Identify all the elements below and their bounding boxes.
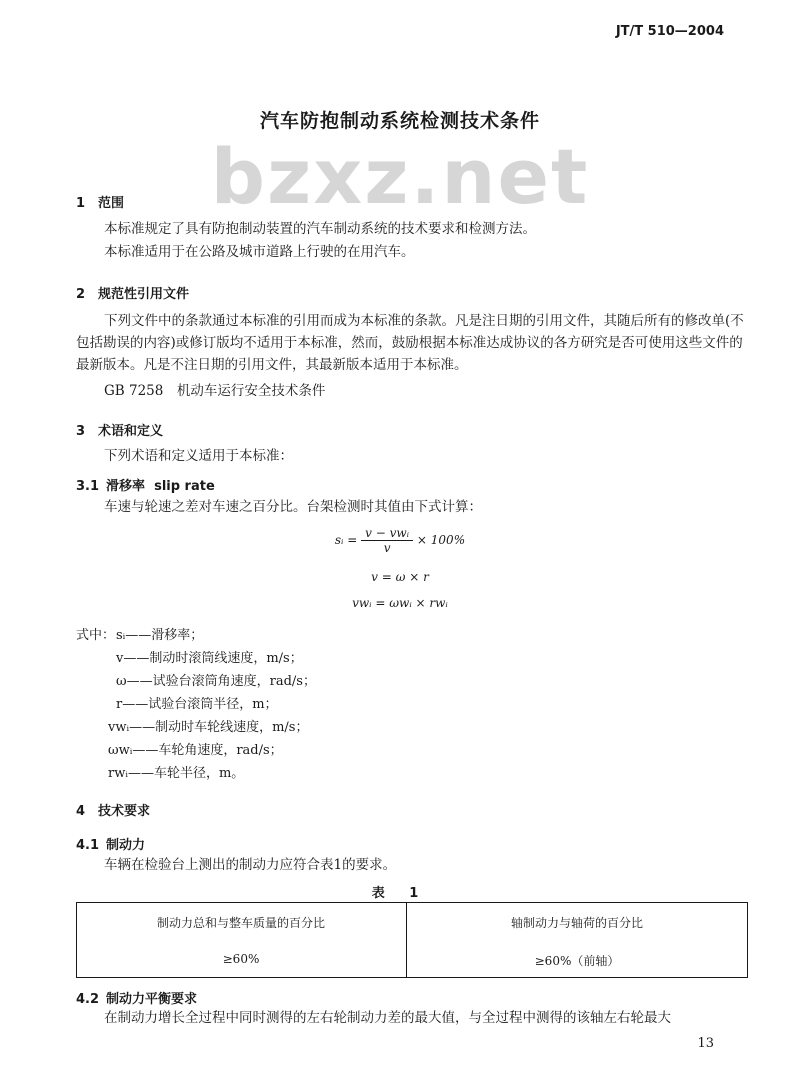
formula-fraction: [361, 526, 413, 555]
term-en: slip rate: [154, 479, 215, 494]
subsection-3-1-definition: 车速与轮速之差对车速之百分比。台架检测时其值由下式计算：: [104, 499, 482, 515]
where-item: v——制动时滚筒线速度，m/s；: [116, 651, 303, 666]
section-2-reference: GB 7258 机动车运行安全技术条件: [104, 383, 326, 399]
where-item: vwᵢ——制动时车轮线速度，m/s；: [108, 720, 309, 735]
formula-rhs: × 100%: [416, 533, 466, 547]
formula-denominator: v: [383, 541, 391, 555]
section-3-heading: [76, 420, 163, 439]
section-4-heading: [76, 800, 150, 819]
formula-numerator: v − vwᵢ: [361, 526, 413, 541]
section-number: 3: [76, 424, 86, 439]
standard-code: JT/T 510—2004: [615, 24, 724, 39]
section-title: 规范性引用文件: [98, 287, 190, 302]
formula-roller-speed: v = ω × r: [371, 570, 429, 584]
formula-wheel-speed: vwᵢ = ωwᵢ × rwᵢ: [352, 596, 448, 610]
where-item: ω——试验台滚筒角速度，rad/s；: [116, 674, 316, 689]
subsection-4-2-text: 在制动力增长全过程中同时测得的左右轮制动力差的最大值，与全过程中测得的该轴左右轮最大: [104, 1010, 671, 1026]
subsection-number: 4.1: [76, 838, 100, 853]
table-value-cell: ≥60%（前轴）: [534, 954, 620, 968]
section-1-paragraph-1: 本标准规定了具有防抱制动装置的汽车制动系统的技术要求和检测方法。: [104, 221, 536, 237]
formula-slip-rate: [0, 526, 800, 555]
subsection-3-1-heading: [76, 475, 215, 494]
section-number: 1: [76, 196, 86, 211]
section-1-paragraph-2: 本标准适用于在公路及城市道路上行驶的在用汽车。: [104, 244, 415, 260]
table-top-rule: [76, 902, 748, 903]
table-1: [76, 902, 748, 978]
section-title: 范围: [98, 196, 125, 211]
section-2-heading: [76, 283, 189, 302]
where-item: rwᵢ——车轮半径，m。: [108, 766, 245, 781]
watermark: bzxz.net: [210, 132, 590, 221]
term-zh: 滑移率: [106, 479, 146, 494]
subsection-title: 制动力: [106, 838, 146, 853]
subsection-4-1-heading: [76, 834, 145, 853]
subsection-4-2-heading: [76, 988, 197, 1007]
where-item: sᵢ——滑移率；: [116, 628, 204, 643]
where-item: r——试验台滚筒半径，m；: [116, 697, 278, 712]
section-3-intro: 下列术语和定义适用于本标准：: [104, 448, 293, 464]
page-number: 13: [697, 1036, 714, 1051]
subsection-number: 3.1: [76, 479, 100, 494]
where-item: ωwᵢ——车轮角速度，rad/s；: [108, 743, 283, 758]
where-label: 式中：: [76, 628, 116, 643]
section-number: 4: [76, 804, 86, 819]
table-bottom-rule: [76, 977, 748, 978]
table-header-cell: 轴制动力与轴荷的百分比: [510, 916, 643, 930]
document-title: 汽车防抱制动系统检测技术条件: [259, 110, 540, 132]
table-1-caption: 表 1: [371, 886, 429, 901]
subsection-number: 4.2: [76, 992, 100, 1007]
section-1-heading: [76, 192, 124, 211]
section-title: 技术要求: [98, 804, 151, 819]
subsection-4-1-text: 车辆在检验台上测出的制动力应符合表1的要求。: [104, 857, 397, 873]
table-value-cell: ≥60%: [222, 952, 260, 966]
table-header-cell: 制动力总和与整车质量的百分比: [156, 916, 325, 930]
section-2-paragraph: 下列文件中的条款通过本标准的引用而成为本标准的条款。凡是注日期的引用文件，其随后所有的修改单(不包括勘误的内容)或修订版均不适用于本标准，然而，鼓励根据本标准达成协议的各方研究是否可使用这些文件的最新版本。凡是不注日期的引用文件，其最新版本适用于本标准。: [76, 313, 744, 373]
section-title: 术语和定义: [98, 424, 164, 439]
formula-lhs: sᵢ =: [334, 533, 358, 547]
section-number: 2: [76, 287, 86, 302]
subsection-title: 制动力平衡要求: [106, 992, 198, 1007]
